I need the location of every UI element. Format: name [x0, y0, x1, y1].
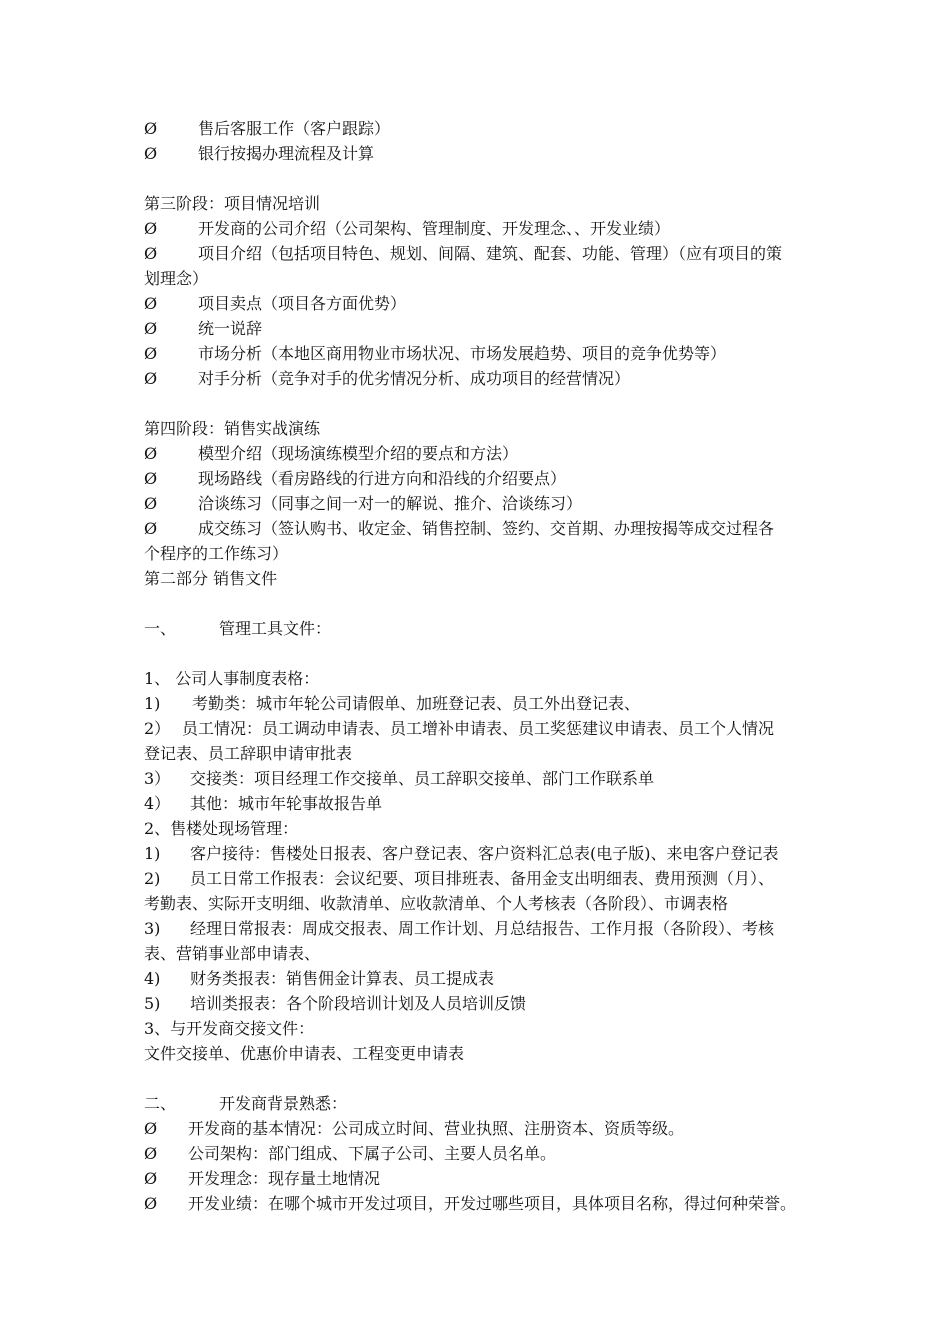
bullet-continuation: 划理念）: [144, 269, 209, 288]
list-item: [144, 791, 812, 816]
list-item: [144, 766, 812, 791]
bullet-symbol: Ø: [144, 1169, 158, 1188]
section2-heading: [144, 1091, 812, 1116]
bullet-symbol: Ø: [144, 244, 158, 263]
bullet-item: [144, 366, 812, 391]
bullet-item: [144, 341, 812, 366]
list-item: [144, 841, 812, 866]
bullet-text: 统一说辞: [198, 319, 263, 338]
bullet-text: 公司架构：部门组成、下属子公司、主要人员名单。: [188, 1144, 557, 1163]
blank-line: [144, 641, 812, 666]
item-text: 交接类：项目经理工作交接单、员工辞职交接单、部门工作联系单: [190, 769, 655, 788]
item-number: 4): [144, 969, 161, 988]
item-number: 1): [144, 844, 161, 863]
bullet-item: [144, 1116, 812, 1141]
item-number: 2）: [144, 719, 171, 738]
section-title: 开发商背景熟悉：: [219, 1094, 348, 1113]
bullet-item: [144, 141, 812, 166]
list-item-continuation: 考勤表、实际开支明细、收款清单、应收款清单、个人考核表（各阶段）、市调表格: [144, 894, 729, 913]
blank-line: [144, 391, 812, 416]
item-text: 员工情况：员工调动申请表、员工增补申请表、员工奖惩建议申请表、员工个人情况: [182, 719, 775, 738]
list-item: [144, 716, 812, 741]
bullet-item: [144, 216, 812, 241]
list-item: [144, 916, 812, 941]
bullet-symbol: Ø: [144, 519, 158, 538]
bullet-symbol: Ø: [144, 1144, 158, 1163]
item-number: 2): [144, 869, 161, 888]
item-number: 5): [144, 994, 161, 1013]
item-text: 经理日常报表：周成交报表、周工作计划、月总结报告、工作月报（各阶段）、考核: [190, 919, 775, 938]
bullet-text: 开发商的公司介绍（公司架构、管理制度、开发理念、、开发业绩）: [198, 219, 671, 238]
bullet-text: 现场路线（看房路线的行进方向和沿线的介绍要点）: [198, 469, 567, 488]
item-number: 4）: [144, 794, 171, 813]
item-text: 考勤类：城市年轮公司请假单、加班登记表、员工外出登记表、: [192, 694, 641, 713]
item-text: 客户接待：售楼处日报表、客户登记表、客户资料汇总表(电子版)、来电客户登记表: [190, 844, 779, 863]
blank-line: [144, 591, 812, 616]
section-title: 管理工具文件：: [219, 619, 332, 638]
bullet-symbol: Ø: [144, 469, 158, 488]
bullet-symbol: Ø: [144, 444, 158, 463]
list-item-continuation: 登记表、员工辞职申请审批表: [144, 744, 353, 763]
stage3-title: 第三阶段：项目情况培训: [144, 194, 321, 213]
bullet-text: 项目介绍（包括项目特色、规划、间隔、建筑、配套、功能、管理）（应有项目的策: [198, 244, 783, 263]
item-text: 财务类报表：销售佣金计算表、员工提成表: [190, 969, 495, 988]
bullet-continuation: 个程序的工作练习）: [144, 544, 289, 563]
bullet-text: 洽谈练习（同事之间一对一的解说、推介、洽谈练习）: [198, 494, 583, 513]
list-item: [144, 691, 812, 716]
bullet-item: [144, 1166, 812, 1191]
bullet-symbol: Ø: [144, 494, 158, 513]
bullet-symbol: Ø: [144, 144, 158, 163]
bullet-symbol: Ø: [144, 1194, 158, 1213]
bullet-text: 市场分析（本地区商用物业市场状况、市场发展趋势、项目的竞争优势等）: [198, 344, 727, 363]
bullet-text: 银行按揭办理流程及计算: [198, 144, 375, 163]
item-text: 员工日常工作报表：会议纪要、项目排班表、备用金支出明细表、费用预测（月）、: [190, 869, 775, 888]
site-management-title: 2、售楼处现场管理：: [144, 819, 299, 838]
bullet-item: [144, 316, 812, 341]
bullet-item: [144, 291, 812, 316]
bullet-item: [144, 466, 812, 491]
developer-files-text: 文件交接单、优惠价申请表、工程变更申请表: [144, 1044, 465, 1063]
bullet-symbol: Ø: [144, 369, 158, 388]
bullet-text: 模型介绍（现场演练模型介绍的要点和方法）: [198, 444, 519, 463]
bullet-symbol: Ø: [144, 219, 158, 238]
bullet-item: [144, 441, 812, 466]
bullet-text: 开发理念：现存量土地情况: [188, 1169, 381, 1188]
stage4-title: 第四阶段：销售实战演练: [144, 419, 321, 438]
item-text: 培训类报表：各个阶段培训计划及人员培训反馈: [190, 994, 527, 1013]
document-body: [144, 116, 812, 1216]
developer-files-title: 3、与开发商交接文件：: [144, 1019, 315, 1038]
bullet-item: [144, 241, 812, 266]
item-number: 1): [144, 694, 161, 713]
bullet-text: 成交练习（签认购书、收定金、销售控制、签约、交首期、办理按揭等成交过程各: [198, 519, 775, 538]
item-text: 其他：城市年轮事故报告单: [190, 794, 383, 813]
item-number: 3): [144, 919, 161, 938]
bullet-text: 开发业绩：在哪个城市开发过项目，开发过哪些项目，具体项目名称，得过何种荣誉。: [188, 1194, 797, 1213]
section-number: 二、: [144, 1094, 177, 1113]
bullet-symbol: Ø: [144, 319, 158, 338]
bullet-item: [144, 1141, 812, 1166]
bullet-symbol: Ø: [144, 119, 158, 138]
bullet-text: 售后客服工作（客户跟踪）: [198, 119, 391, 138]
blank-line: [144, 166, 812, 191]
bullet-item: [144, 491, 812, 516]
section1-heading: [144, 616, 812, 641]
part2-title: 第二部分 销售文件: [144, 569, 278, 588]
bullet-symbol: Ø: [144, 1119, 158, 1138]
bullet-item: [144, 1191, 812, 1216]
bullet-text: 开发商的基本情况：公司成立时间、营业执照、注册资本、资质等级。: [188, 1119, 685, 1138]
list-item: [144, 866, 812, 891]
bullet-item: [144, 116, 812, 141]
list-item-continuation: 表、营销事业部申请表、: [144, 944, 321, 963]
bullet-item: [144, 516, 812, 541]
list-item: [144, 991, 812, 1016]
bullet-text: 项目卖点（项目各方面优势）: [198, 294, 407, 313]
list-item: [144, 966, 812, 991]
bullet-text: 对手分析（竞争对手的优劣情况分析、成功项目的经营情况）: [198, 369, 631, 388]
bullet-symbol: Ø: [144, 294, 158, 313]
hr-forms-title: 1、 公司人事制度表格：: [144, 669, 320, 688]
bullet-symbol: Ø: [144, 344, 158, 363]
section-number: 一、: [144, 619, 177, 638]
item-number: 3）: [144, 769, 171, 788]
blank-line: [144, 1066, 812, 1091]
